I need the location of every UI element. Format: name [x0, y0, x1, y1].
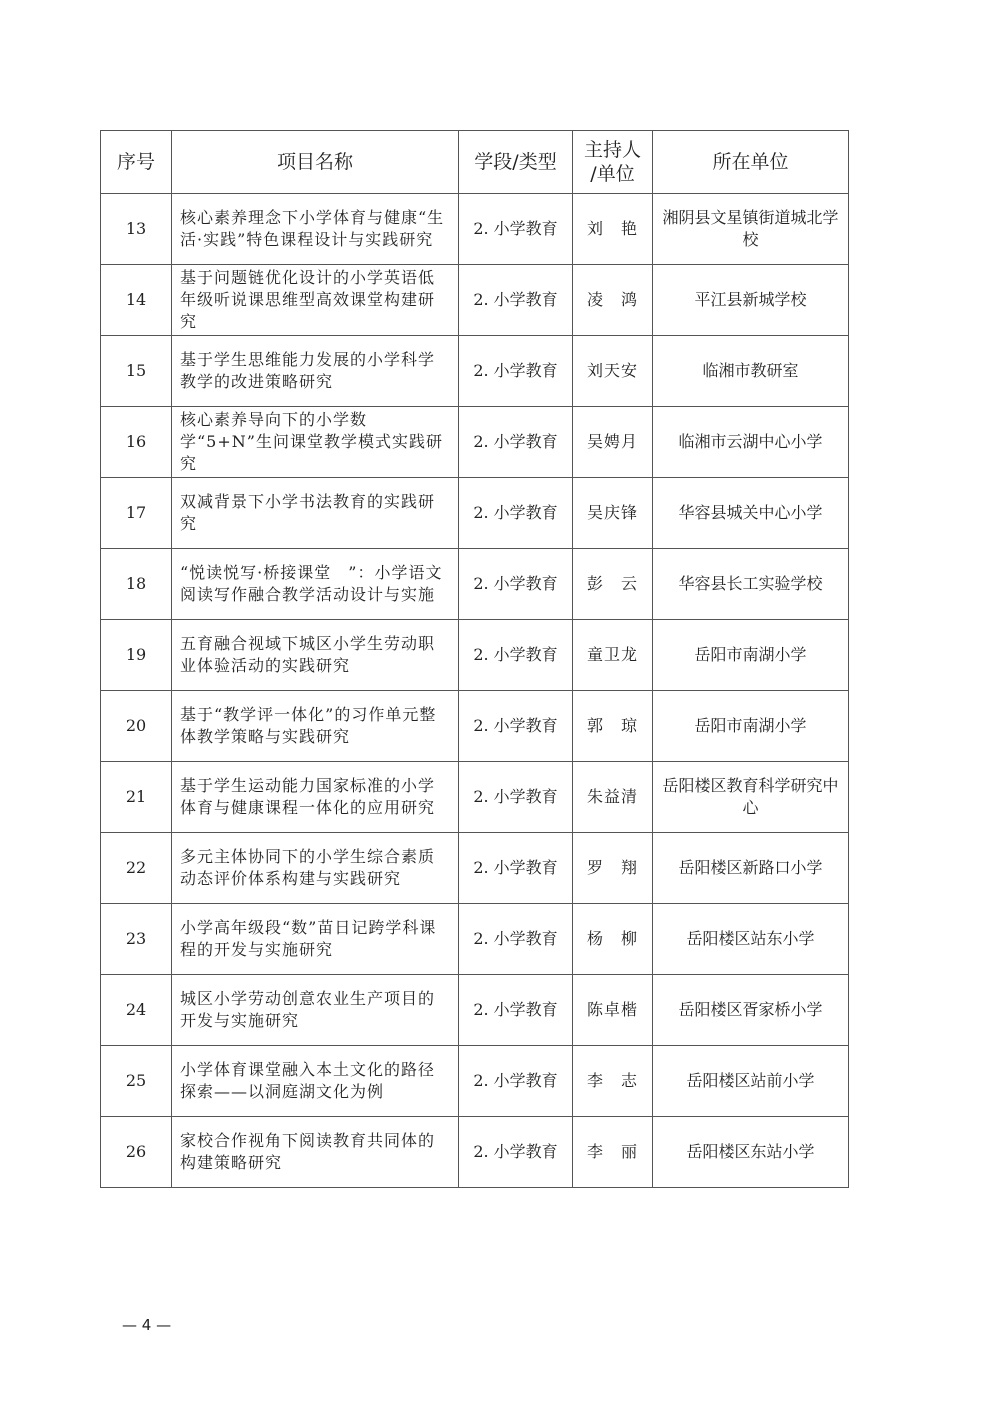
cell-host: 郭 琼: [573, 691, 653, 762]
cell-host: 罗 翔: [573, 833, 653, 904]
cell-unit: 临湘市云湖中心小学: [653, 407, 849, 478]
cell-host: 刘 艳: [573, 194, 653, 265]
cell-no: 16: [101, 407, 172, 478]
cell-type: 2. 小学教育: [459, 336, 573, 407]
cell-host: 杨 柳: [573, 904, 653, 975]
cell-host: 李 丽: [573, 1117, 653, 1188]
cell-type: 2. 小学教育: [459, 1046, 573, 1117]
cell-host: 凌 鸿: [573, 265, 653, 336]
cell-unit: 岳阳市南湖小学: [653, 620, 849, 691]
header-title: 项目名称: [172, 131, 459, 194]
header-host-line1: 主持人: [583, 139, 641, 161]
cell-no: 13: [101, 194, 172, 265]
cell-host: 彭 云: [573, 549, 653, 620]
header-no: 序号: [101, 131, 172, 194]
cell-project-title: 家校合作视角下阅读教育共同体的构建策略研究: [172, 1117, 459, 1188]
table-row: [101, 833, 849, 904]
cell-project-title: 双减背景下小学书法教育的实践研究: [172, 478, 459, 549]
table-row: [101, 407, 849, 478]
cell-type: 2. 小学教育: [459, 762, 573, 833]
cell-type: 2. 小学教育: [459, 407, 573, 478]
cell-unit: 岳阳市南湖小学: [653, 691, 849, 762]
cell-host: 李 志: [573, 1046, 653, 1117]
cell-project-title: 核心素养理念下小学体育与健康“生活·实践”特色课程设计与实践研究: [172, 194, 459, 265]
cell-host: 童卫龙: [573, 620, 653, 691]
cell-no: 14: [101, 265, 172, 336]
cell-type: 2. 小学教育: [459, 194, 573, 265]
table-row: [101, 336, 849, 407]
table-row: [101, 904, 849, 975]
table-row: [101, 1117, 849, 1188]
table-header-row: [101, 131, 849, 194]
cell-project-title: 多元主体协同下的小学生综合素质动态评价体系构建与实践研究: [172, 833, 459, 904]
table-body: [101, 194, 849, 1188]
cell-unit: 华容县城关中心小学: [653, 478, 849, 549]
header-type: 学段/类型: [459, 131, 573, 194]
cell-project-title: 小学体育课堂融入本土文化的路径探索——以洞庭湖文化为例: [172, 1046, 459, 1117]
cell-no: 23: [101, 904, 172, 975]
cell-no: 24: [101, 975, 172, 1046]
cell-type: 2. 小学教育: [459, 620, 573, 691]
cell-type: 2. 小学教育: [459, 549, 573, 620]
cell-project-title: 基于问题链优化设计的小学英语低年级听说课思维型高效课堂构建研究: [172, 265, 459, 336]
table-row: [101, 265, 849, 336]
project-table: [100, 130, 849, 1188]
cell-no: 25: [101, 1046, 172, 1117]
cell-unit: 岳阳楼区胥家桥小学: [653, 975, 849, 1046]
cell-no: 19: [101, 620, 172, 691]
cell-no: 20: [101, 691, 172, 762]
header-host-line2: /单位: [590, 163, 635, 185]
cell-type: 2. 小学教育: [459, 904, 573, 975]
cell-host: 刘天安: [573, 336, 653, 407]
cell-type: 2. 小学教育: [459, 1117, 573, 1188]
cell-type: 2. 小学教育: [459, 478, 573, 549]
cell-project-title: 城区小学劳动创意农业生产项目的开发与实施研究: [172, 975, 459, 1046]
cell-unit: 湘阴县文星镇街道城北学校: [653, 194, 849, 265]
cell-project-title: “悦读悦写·桥接课堂 ”：小学语文阅读写作融合教学活动设计与实施: [172, 549, 459, 620]
table-row: [101, 691, 849, 762]
cell-no: 21: [101, 762, 172, 833]
table-row: [101, 975, 849, 1046]
header-host: [573, 131, 653, 194]
cell-type: 2. 小学教育: [459, 265, 573, 336]
cell-no: 18: [101, 549, 172, 620]
table-row: [101, 762, 849, 833]
cell-unit: 岳阳楼区新路口小学: [653, 833, 849, 904]
cell-project-title: 核心素养导向下的小学数学“5+N”生问课堂教学模式实践研究: [172, 407, 459, 478]
cell-project-title: 基于“教学评一体化”的习作单元整体教学策略与实践研究: [172, 691, 459, 762]
cell-no: 15: [101, 336, 172, 407]
cell-unit: 岳阳楼区教育科学研究中心: [653, 762, 849, 833]
cell-unit: 临湘市教研室: [653, 336, 849, 407]
table-row: [101, 549, 849, 620]
cell-unit: 岳阳楼区东站小学: [653, 1117, 849, 1188]
table-row: [101, 478, 849, 549]
cell-type: 2. 小学教育: [459, 833, 573, 904]
page-number: — 4 —: [122, 1316, 172, 1334]
cell-project-title: 五育融合视域下城区小学生劳动职业体验活动的实践研究: [172, 620, 459, 691]
cell-no: 22: [101, 833, 172, 904]
header-unit: 所在单位: [653, 131, 849, 194]
cell-unit: 华容县长工实验学校: [653, 549, 849, 620]
cell-no: 26: [101, 1117, 172, 1188]
cell-project-title: 基于学生运动能力国家标准的小学体育与健康课程一体化的应用研究: [172, 762, 459, 833]
cell-no: 17: [101, 478, 172, 549]
cell-type: 2. 小学教育: [459, 691, 573, 762]
cell-unit: 平江县新城学校: [653, 265, 849, 336]
cell-project-title: 小学高年级段“数”苗日记跨学科课程的开发与实施研究: [172, 904, 459, 975]
cell-host: 吴庆锋: [573, 478, 653, 549]
table-row: [101, 1046, 849, 1117]
cell-host: 吴娉月: [573, 407, 653, 478]
cell-project-title: 基于学生思维能力发展的小学科学教学的改进策略研究: [172, 336, 459, 407]
cell-type: 2. 小学教育: [459, 975, 573, 1046]
table-row: [101, 620, 849, 691]
table-row: [101, 194, 849, 265]
cell-unit: 岳阳楼区站前小学: [653, 1046, 849, 1117]
cell-unit: 岳阳楼区站东小学: [653, 904, 849, 975]
cell-host: 朱益清: [573, 762, 653, 833]
cell-host: 陈卓楷: [573, 975, 653, 1046]
